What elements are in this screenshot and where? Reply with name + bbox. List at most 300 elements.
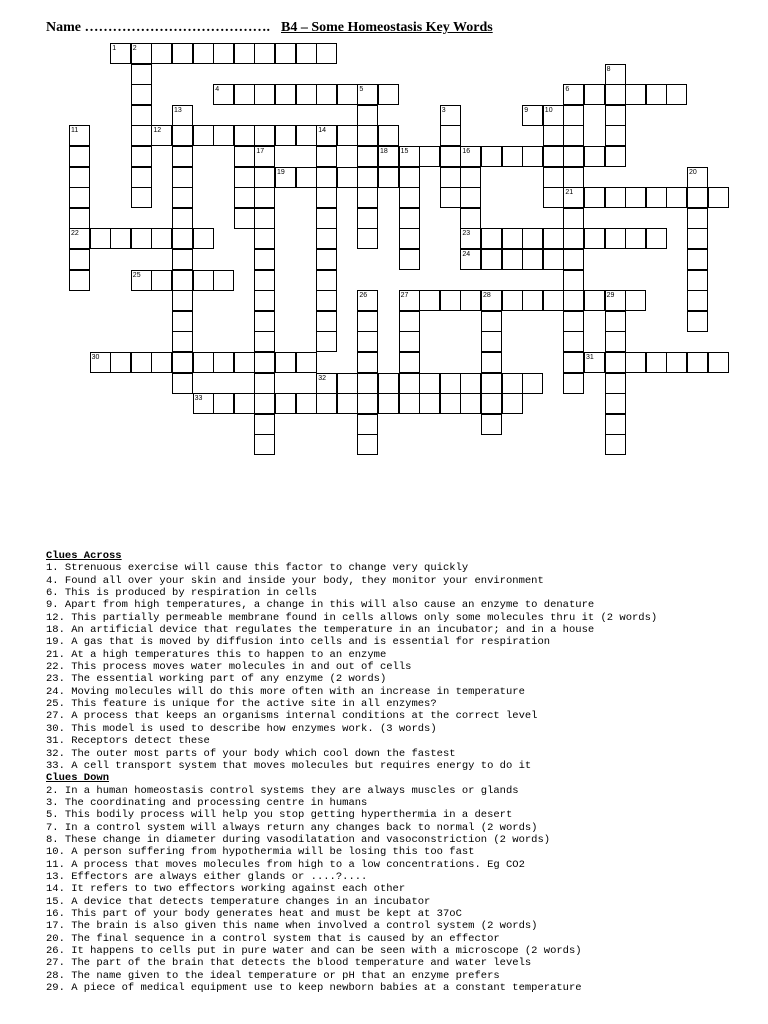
crossword-cell[interactable] bbox=[687, 228, 708, 249]
clue-number-label: 4 bbox=[215, 86, 220, 94]
crossword-cell[interactable] bbox=[69, 146, 90, 167]
clue-across: 32. The outer most parts of your body which cool down the fastest bbox=[46, 747, 456, 760]
crossword-cell[interactable] bbox=[646, 84, 667, 105]
crossword-cell[interactable] bbox=[151, 43, 172, 64]
crossword-cell[interactable] bbox=[316, 84, 337, 105]
clue-across: 4. Found all over your skin and inside your body, they monitor your environment bbox=[46, 574, 544, 587]
clue-number-label: 15 bbox=[400, 148, 409, 155]
crossword-cell[interactable] bbox=[563, 352, 584, 373]
crossword-cell[interactable] bbox=[481, 414, 502, 435]
clue-number-label: 30 bbox=[91, 354, 100, 361]
clue-across: 21. At a high temperatures this to happen to an enzyme bbox=[46, 648, 387, 661]
crossword-cell[interactable] bbox=[254, 249, 275, 270]
clue-across: 27. A process that keeps an organisms internal conditions at the correct level bbox=[46, 710, 538, 723]
crossword-cell[interactable] bbox=[254, 167, 275, 188]
clue-across: 6. This is produced by respiration in cells bbox=[46, 587, 317, 600]
crossword-cell[interactable] bbox=[172, 187, 193, 208]
worksheet-title: B4 – Some Homeostasis Key Words bbox=[281, 20, 493, 35]
crossword-cell[interactable] bbox=[254, 373, 275, 394]
crossword-cell[interactable] bbox=[399, 373, 420, 394]
crossword-cell[interactable] bbox=[399, 187, 420, 208]
crossword-cell[interactable] bbox=[563, 208, 584, 229]
clue-down: 10. A person suffering from hypothermia will be losing this too fast bbox=[46, 846, 475, 859]
crossword-cell[interactable] bbox=[172, 290, 193, 311]
crossword-cell[interactable] bbox=[502, 146, 523, 167]
crossword-cell[interactable] bbox=[357, 105, 378, 126]
crossword-cell[interactable] bbox=[666, 187, 687, 208]
crossword-cell[interactable] bbox=[172, 43, 193, 64]
crossword-cell[interactable] bbox=[275, 43, 296, 64]
clue-number-label: 18 bbox=[380, 148, 388, 155]
crossword-cell[interactable] bbox=[357, 228, 378, 249]
clue-across: 23. The essential working part of any enzyme (2 words) bbox=[46, 673, 387, 686]
crossword-cell[interactable] bbox=[378, 84, 399, 105]
crossword-cell[interactable] bbox=[316, 167, 337, 188]
crossword-cell[interactable] bbox=[440, 373, 461, 394]
crossword-cell[interactable] bbox=[460, 167, 481, 188]
crossword-cell[interactable] bbox=[254, 311, 275, 332]
crossword-cell[interactable] bbox=[193, 270, 214, 291]
clue-down: 15. A device that detects temperature changes in an incubator bbox=[46, 895, 431, 908]
crossword-cell[interactable] bbox=[357, 167, 378, 188]
crossword-cell[interactable] bbox=[440, 125, 461, 146]
crossword-cell[interactable] bbox=[522, 249, 543, 270]
clue-down: 14. It refers to two effectors working against each other bbox=[46, 883, 406, 896]
crossword-cell[interactable] bbox=[502, 249, 523, 270]
crossword-cell[interactable] bbox=[399, 249, 420, 270]
crossword-cell[interactable] bbox=[316, 228, 337, 249]
crossword-cell[interactable] bbox=[357, 352, 378, 373]
crossword-cell[interactable] bbox=[172, 331, 193, 352]
clue-number-label: 3 bbox=[441, 106, 446, 114]
crossword-cell[interactable] bbox=[605, 311, 626, 332]
crossword-cell[interactable] bbox=[110, 228, 131, 249]
crossword-cell[interactable] bbox=[605, 373, 626, 394]
crossword-cell[interactable] bbox=[234, 187, 255, 208]
crossword-cell[interactable] bbox=[399, 352, 420, 373]
crossword-cell[interactable] bbox=[213, 352, 234, 373]
crossword-cell[interactable] bbox=[543, 146, 564, 167]
crossword-cell[interactable] bbox=[687, 290, 708, 311]
crossword-cell[interactable] bbox=[460, 290, 481, 311]
crossword-cell[interactable] bbox=[172, 208, 193, 229]
crossword-cell[interactable] bbox=[337, 393, 358, 414]
crossword-cell[interactable] bbox=[275, 125, 296, 146]
clue-down: 13. Effectors are always either glands or ....?.... bbox=[46, 870, 368, 883]
crossword-cell[interactable] bbox=[399, 167, 420, 188]
crossword-cell[interactable] bbox=[563, 228, 584, 249]
clue-down: 7. In a control system will always return any changes back to normal (2 words) bbox=[46, 821, 538, 834]
crossword-cell[interactable] bbox=[131, 187, 152, 208]
clue-across: 18. An artificial device that regulates the temperature in an incubator; and in a house bbox=[46, 624, 595, 637]
clue-down: 5. This bodily process will help you stop getting hyperthermia in a desert bbox=[46, 809, 513, 822]
crossword-cell[interactable] bbox=[543, 290, 564, 311]
crossword-cell[interactable] bbox=[296, 352, 317, 373]
crossword-cell[interactable] bbox=[193, 43, 214, 64]
crossword-cell[interactable] bbox=[254, 331, 275, 352]
clue-across: 22. This process moves water molecules in and out of cells bbox=[46, 661, 412, 674]
clue-across: 9. Apart from high temperatures, a change in this will also cause an enzyme to denature bbox=[46, 599, 595, 612]
clue-number-label: 13 bbox=[174, 106, 182, 114]
crossword-cell[interactable] bbox=[687, 270, 708, 291]
crossword-cell[interactable] bbox=[481, 228, 502, 249]
crossword-cell[interactable] bbox=[646, 187, 667, 208]
clue-number-label: 29 bbox=[606, 292, 615, 300]
crossword-cell[interactable] bbox=[131, 84, 152, 105]
clue-number-label: 33 bbox=[194, 395, 203, 403]
crossword-cell[interactable] bbox=[254, 393, 275, 414]
crossword-cell[interactable] bbox=[543, 249, 564, 270]
crossword-cell[interactable] bbox=[605, 414, 626, 435]
crossword-cell[interactable] bbox=[69, 167, 90, 188]
crossword-cell[interactable] bbox=[234, 208, 255, 229]
crossword-cell[interactable] bbox=[522, 373, 543, 394]
crossword-cell[interactable] bbox=[440, 146, 461, 167]
crossword-cell[interactable] bbox=[687, 187, 708, 208]
crossword-cell[interactable] bbox=[687, 311, 708, 332]
crossword-cell[interactable] bbox=[605, 187, 626, 208]
crossword-cell[interactable] bbox=[357, 187, 378, 208]
clue-number-label: 25 bbox=[132, 271, 141, 279]
clue-down: 17. The brain is also given this name when involved a control system (2 words) bbox=[46, 920, 538, 933]
clue-across: 25. This feature is unique for the active site in all enzymes? bbox=[46, 698, 437, 711]
crossword-cell[interactable] bbox=[213, 393, 234, 414]
crossword-cell[interactable] bbox=[625, 228, 646, 249]
crossword-cell[interactable] bbox=[337, 84, 358, 105]
crossword-cell[interactable] bbox=[563, 249, 584, 270]
clue-down: 28. The name given to the ideal temperature or pH that an enzyme prefers bbox=[46, 969, 500, 982]
crossword-cell[interactable] bbox=[584, 187, 605, 208]
clue-number-label: 12 bbox=[153, 127, 162, 135]
crossword-cell[interactable] bbox=[625, 187, 646, 208]
crossword-cell[interactable] bbox=[316, 43, 337, 64]
crossword-cell[interactable] bbox=[563, 311, 584, 332]
crossword-cell[interactable] bbox=[563, 146, 584, 167]
crossword-cell[interactable] bbox=[460, 393, 481, 414]
crossword-cell[interactable] bbox=[419, 393, 440, 414]
clue-number-label: 32 bbox=[318, 374, 326, 382]
clue-number-label: 10 bbox=[544, 106, 553, 114]
crossword-cell[interactable] bbox=[378, 373, 399, 394]
crossword-cell[interactable] bbox=[213, 270, 234, 291]
crossword-cell[interactable] bbox=[399, 393, 420, 414]
crossword-cell[interactable] bbox=[563, 167, 584, 188]
crossword-cell[interactable] bbox=[481, 146, 502, 167]
crossword-cell[interactable] bbox=[563, 125, 584, 146]
crossword-cell[interactable] bbox=[605, 146, 626, 167]
crossword-cell[interactable] bbox=[399, 228, 420, 249]
clue-down: 29. A piece of medical equipment use to keep newborn babies at a constant temperature bbox=[46, 982, 582, 995]
clue-down: 20. The final sequence in a control system that is caused by an effector bbox=[46, 932, 500, 945]
crossword-cell[interactable] bbox=[193, 228, 214, 249]
crossword-cell[interactable] bbox=[316, 249, 337, 270]
crossword-cell[interactable] bbox=[357, 208, 378, 229]
crossword-cell[interactable] bbox=[296, 125, 317, 146]
crossword-cell[interactable] bbox=[337, 167, 358, 188]
crossword-cell[interactable] bbox=[605, 352, 626, 373]
clue-number-label: 23 bbox=[462, 230, 471, 238]
crossword-cell[interactable] bbox=[172, 373, 193, 394]
crossword-cell[interactable] bbox=[131, 228, 152, 249]
crossword-cell[interactable] bbox=[666, 352, 687, 373]
clue-number-label: 22 bbox=[71, 230, 79, 238]
crossword-cell[interactable] bbox=[234, 43, 255, 64]
crossword-cell[interactable] bbox=[460, 187, 481, 208]
crossword-cell[interactable] bbox=[543, 125, 564, 146]
crossword-cell[interactable] bbox=[296, 84, 317, 105]
crossword-cell[interactable] bbox=[234, 167, 255, 188]
crossword-cell[interactable] bbox=[172, 270, 193, 291]
crossword-cell[interactable] bbox=[502, 373, 523, 394]
crossword-cell[interactable] bbox=[275, 393, 296, 414]
crossword-cell[interactable] bbox=[584, 146, 605, 167]
clue-down: 16. This part of your body generates heat and must be kept at 37oC bbox=[46, 907, 462, 920]
crossword-cell[interactable] bbox=[337, 125, 358, 146]
crossword-cell[interactable] bbox=[69, 270, 90, 291]
crossword-cell[interactable] bbox=[687, 352, 708, 373]
crossword-cell[interactable] bbox=[481, 331, 502, 352]
crossword-cell[interactable] bbox=[563, 270, 584, 291]
crossword-cell[interactable] bbox=[131, 125, 152, 146]
crossword-cell[interactable] bbox=[357, 125, 378, 146]
crossword-cell[interactable] bbox=[213, 43, 234, 64]
clues-down-heading: Clues Down bbox=[46, 772, 110, 785]
crossword-cell[interactable] bbox=[234, 146, 255, 167]
clues-down-list bbox=[46, 785, 746, 995]
crossword-cell[interactable] bbox=[316, 331, 337, 352]
crossword-cell[interactable] bbox=[440, 290, 461, 311]
clue-down: 2. In a human homeostasis control systems they are always muscles or glands bbox=[46, 784, 519, 797]
crossword-cell[interactable] bbox=[481, 352, 502, 373]
crossword-cell[interactable] bbox=[316, 208, 337, 229]
clue-across: 12. This partially permeable membrane found in cells allows only some molecules thru it (2 words) bbox=[46, 611, 658, 624]
crossword-cell[interactable] bbox=[563, 331, 584, 352]
clue-down: 8. These change in diameter during vasodilatation and vasoconstriction (2 words) bbox=[46, 833, 551, 846]
crossword-cell[interactable] bbox=[254, 352, 275, 373]
crossword-cell[interactable] bbox=[151, 352, 172, 373]
crossword-cell[interactable] bbox=[131, 64, 152, 85]
clue-across: 1. Strenuous exercise will cause this factor to change very quickly bbox=[46, 562, 469, 575]
crossword-cell[interactable] bbox=[357, 393, 378, 414]
crossword-cell[interactable] bbox=[316, 393, 337, 414]
crossword-cell[interactable] bbox=[440, 187, 461, 208]
crossword-cell[interactable] bbox=[687, 208, 708, 229]
crossword-cell[interactable] bbox=[254, 290, 275, 311]
crossword-cell[interactable] bbox=[419, 146, 440, 167]
crossword-cell[interactable] bbox=[254, 228, 275, 249]
crossword-cell[interactable] bbox=[605, 434, 626, 455]
clue-number-label: 24 bbox=[462, 251, 471, 258]
crossword-cell[interactable] bbox=[666, 84, 687, 105]
clue-number-label: 17 bbox=[256, 148, 265, 155]
crossword-cell[interactable] bbox=[646, 228, 667, 249]
crossword-cell[interactable] bbox=[234, 125, 255, 146]
clue-down: 11. A process that moves molecules from high to a low concentrations. Eg CO2 bbox=[46, 858, 525, 871]
clue-across: 24. Moving molecules will do this more often with an increase in temperature bbox=[46, 685, 525, 698]
crossword-cell[interactable] bbox=[254, 84, 275, 105]
crossword-cell[interactable] bbox=[316, 146, 337, 167]
clue-number-label: 6 bbox=[565, 86, 570, 94]
crossword-cell[interactable] bbox=[584, 228, 605, 249]
crossword-cell[interactable] bbox=[69, 187, 90, 208]
crossword-cell[interactable] bbox=[646, 352, 667, 373]
crossword-cell[interactable] bbox=[254, 434, 275, 455]
clue-number-label: 8 bbox=[606, 65, 611, 73]
crossword-cell[interactable] bbox=[69, 208, 90, 229]
clue-number-label: 5 bbox=[359, 86, 364, 94]
clue-number-label: 21 bbox=[565, 189, 574, 197]
crossword-cell[interactable] bbox=[254, 414, 275, 435]
crossword-cell[interactable] bbox=[522, 146, 543, 167]
crossword-cell[interactable] bbox=[522, 290, 543, 311]
crossword-cell[interactable] bbox=[440, 393, 461, 414]
crossword-cell[interactable] bbox=[543, 187, 564, 208]
clue-down: 27. The part of the brain that detects the blood temperature and water levels bbox=[46, 957, 532, 970]
clue-across: 30. This model is used to describe how enzymes work. (3 words) bbox=[46, 722, 437, 735]
crossword-cell[interactable] bbox=[708, 187, 729, 208]
name-field-label: Name …………………………………. bbox=[46, 20, 270, 35]
crossword-cell[interactable] bbox=[254, 125, 275, 146]
crossword-cell[interactable] bbox=[419, 290, 440, 311]
crossword-cell[interactable] bbox=[296, 167, 317, 188]
crossword-cell[interactable] bbox=[131, 146, 152, 167]
crossword-cell[interactable] bbox=[357, 414, 378, 435]
crossword-cell[interactable] bbox=[316, 311, 337, 332]
clue-number-label: 9 bbox=[524, 106, 529, 114]
crossword-cell[interactable] bbox=[234, 393, 255, 414]
clue-number-label: 2 bbox=[132, 45, 137, 52]
crossword-cell[interactable] bbox=[151, 270, 172, 291]
crossword-cell[interactable] bbox=[151, 228, 172, 249]
crossword-cell[interactable] bbox=[419, 373, 440, 394]
crossword-cell[interactable] bbox=[357, 434, 378, 455]
crossword-cell[interactable] bbox=[172, 146, 193, 167]
clue-across: 19. A gas that is moved by diffusion into cells and is essential for respiration bbox=[46, 636, 551, 649]
crossword-cell[interactable] bbox=[131, 352, 152, 373]
crossword-cell[interactable] bbox=[502, 393, 523, 414]
crossword-cell[interactable] bbox=[110, 352, 131, 373]
crossword-cell[interactable] bbox=[131, 105, 152, 126]
crossword-cell[interactable] bbox=[605, 84, 626, 105]
crossword-cell[interactable] bbox=[399, 208, 420, 229]
crossword-cell[interactable] bbox=[337, 373, 358, 394]
crossword-cell[interactable] bbox=[172, 167, 193, 188]
crossword-cell[interactable] bbox=[357, 146, 378, 167]
crossword-cell[interactable] bbox=[254, 208, 275, 229]
crossword-cell[interactable] bbox=[378, 167, 399, 188]
crossword-cell[interactable] bbox=[172, 311, 193, 332]
crossword-cell[interactable] bbox=[357, 331, 378, 352]
clue-number-label: 1 bbox=[112, 45, 117, 52]
clue-down: 26. It happens to cells put in pure water and can be seen with a microscope (2 words) bbox=[46, 945, 582, 957]
clue-number-label: 16 bbox=[462, 148, 471, 155]
crossword-cell[interactable] bbox=[399, 311, 420, 332]
crossword-cell[interactable] bbox=[234, 352, 255, 373]
crossword-cell[interactable] bbox=[316, 270, 337, 291]
crossword-cell[interactable] bbox=[584, 290, 605, 311]
crossword-cell[interactable] bbox=[481, 373, 502, 394]
crossword-cell[interactable] bbox=[213, 125, 234, 146]
crossword-cell[interactable] bbox=[234, 84, 255, 105]
crossword-cell[interactable] bbox=[605, 105, 626, 126]
crossword-cell[interactable] bbox=[378, 125, 399, 146]
crossword-cell[interactable] bbox=[563, 105, 584, 126]
crossword-cell[interactable] bbox=[605, 125, 626, 146]
clue-down: 3. The coordinating and processing centre in humans bbox=[46, 796, 368, 809]
crossword-cell[interactable] bbox=[254, 270, 275, 291]
crossword-cell[interactable] bbox=[399, 331, 420, 352]
crossword-cell[interactable] bbox=[502, 228, 523, 249]
crossword-cell[interactable] bbox=[296, 393, 317, 414]
crossword-cell[interactable] bbox=[563, 290, 584, 311]
crossword-cell[interactable] bbox=[625, 352, 646, 373]
crossword-cell[interactable] bbox=[254, 43, 275, 64]
crossword-cell[interactable] bbox=[357, 311, 378, 332]
clue-number-label: 31 bbox=[586, 354, 594, 361]
clue-number-label: 27 bbox=[400, 292, 409, 300]
crossword-cell[interactable] bbox=[172, 125, 193, 146]
crossword-cell[interactable] bbox=[316, 187, 337, 208]
crossword-cell[interactable] bbox=[296, 43, 317, 64]
crossword-cell[interactable] bbox=[481, 311, 502, 332]
crossword-cell[interactable] bbox=[625, 290, 646, 311]
clues-section bbox=[46, 550, 746, 994]
clue-number-label: 26 bbox=[359, 292, 368, 300]
crossword-cell[interactable] bbox=[440, 167, 461, 188]
crossword-cell[interactable] bbox=[584, 84, 605, 105]
clue-number-label: 28 bbox=[483, 292, 491, 300]
crossword-cell[interactable] bbox=[460, 373, 481, 394]
clue-number-label: 19 bbox=[277, 168, 285, 176]
crossword-cell[interactable] bbox=[687, 249, 708, 270]
crossword-cell[interactable] bbox=[605, 393, 626, 414]
crossword-cell[interactable] bbox=[90, 228, 111, 249]
clue-number-label: 20 bbox=[689, 168, 697, 176]
crossword-cell[interactable] bbox=[460, 208, 481, 229]
crossword-cell[interactable] bbox=[193, 352, 214, 373]
crossword-cell[interactable] bbox=[481, 393, 502, 414]
crossword-cell[interactable] bbox=[605, 331, 626, 352]
crossword-cell[interactable] bbox=[481, 249, 502, 270]
crossword-cell[interactable] bbox=[378, 393, 399, 414]
crossword-cell[interactable] bbox=[543, 167, 564, 188]
crossword-cell[interactable] bbox=[172, 228, 193, 249]
crossword-cell[interactable] bbox=[193, 125, 214, 146]
crossword-cell[interactable] bbox=[543, 228, 564, 249]
crossword-cell[interactable] bbox=[357, 373, 378, 394]
clue-number-label: 14 bbox=[318, 127, 326, 135]
crossword-cell[interactable] bbox=[563, 373, 584, 394]
crossword-cell[interactable] bbox=[605, 228, 626, 249]
crossword-cell[interactable] bbox=[275, 84, 296, 105]
crossword-cell[interactable] bbox=[69, 249, 90, 270]
crossword-cell[interactable] bbox=[275, 352, 296, 373]
clue-across: 33. A cell transport system that moves molecules but requires energy to do it bbox=[46, 759, 532, 772]
clue-across: 31. Receptors detect these bbox=[46, 735, 210, 748]
clues-across-list bbox=[46, 562, 746, 772]
crossword-cell[interactable] bbox=[172, 249, 193, 270]
crossword-cell[interactable] bbox=[254, 187, 275, 208]
crossword-cell[interactable] bbox=[131, 167, 152, 188]
crossword-cell[interactable] bbox=[502, 290, 523, 311]
crossword-cell[interactable] bbox=[316, 290, 337, 311]
crossword-cell[interactable] bbox=[625, 84, 646, 105]
crossword-cell[interactable] bbox=[708, 352, 729, 373]
clues-across-heading: Clues Across bbox=[46, 550, 122, 562]
crossword-cell[interactable] bbox=[172, 352, 193, 373]
crossword-cell[interactable] bbox=[522, 228, 543, 249]
clue-number-label: 11 bbox=[71, 127, 79, 135]
